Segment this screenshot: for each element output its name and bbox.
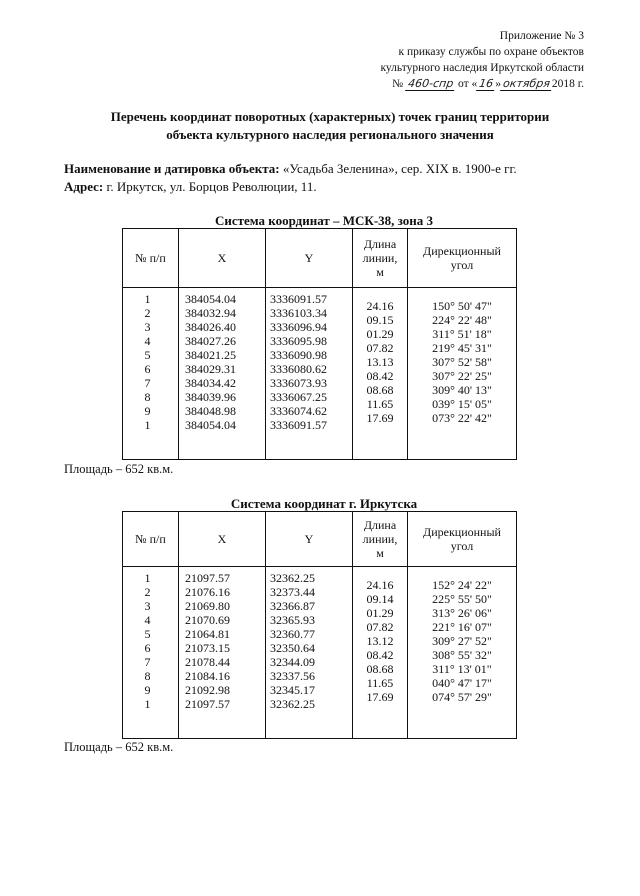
header-length [353,229,408,288]
table-cell-angle: 311° 13' 01" [432,662,492,676]
table1-body-row [123,288,517,460]
header-angle-line-2: угол [450,539,474,553]
table1-area: Площадь – 652 кв.м. [64,462,174,476]
table-cell-len: 11.65 [366,676,394,690]
table-cell-len: 01.29 [366,327,394,341]
table-cell-angle: 219° 45' 31" [432,341,492,355]
table-cell-angle: 308° 55' 32" [432,648,492,662]
table-cell-n: 4 [144,613,151,627]
table-cell-x: 384034.42 [185,376,236,390]
table-cell-n: 5 [144,627,151,641]
table-cell-angle: 307° 22' 25" [432,369,492,383]
table-cell-y: 3336091.57 [270,418,327,432]
table-cell-angle: 039° 15' 05" [432,397,492,411]
table-cell-angle: 224° 22' 48" [432,313,492,327]
table-cell-x: 384029.31 [185,362,236,376]
title-line-1: Перечень координат поворотных (характерных) точек границ территории [110,109,550,124]
table-cell-y: 3336074.62 [270,404,327,418]
table-cell-angle: 313° 26' 06" [432,606,492,620]
header-length-line-2: линии, [362,251,398,265]
table-cell-n: 5 [144,348,151,362]
annex-line-3: культурного наследия Иркутской области [380,62,584,74]
object-address-value: г. Иркутск, ул. Борцов Революции, 11. [103,179,317,194]
table-cell-x: 384021.25 [185,348,236,362]
table-cell-angle: 152° 24' 22" [432,578,492,592]
table-cell-len: 09.15 [366,313,394,327]
table-cell-n: 3 [144,599,151,613]
table-cell-n: 1 [144,418,151,432]
table-cell-len: 07.82 [366,341,394,355]
table-cell-len: 08.42 [366,648,394,662]
table-cell-x: 21097.57 [185,697,230,711]
table-cell-n: 1 [144,571,151,585]
table-cell-y: 3336073.93 [270,376,327,390]
title-line-2: объекта культурного наследия регионального значения [166,127,494,142]
table2-number-column [123,567,179,739]
table1-header-row [123,229,517,288]
order-day-handwritten: 16 [476,78,496,91]
header-x: X [179,229,266,288]
annex-line-1: Приложение № 3 [499,30,584,42]
object-address [64,178,604,196]
table-cell-angle: 309° 40' 13" [432,383,492,397]
table-cell-n: 7 [144,655,151,669]
header-x: X [179,512,266,567]
header-length-line-3: м [376,546,384,560]
table-cell-len: 24.16 [366,578,394,592]
table-cell-angle: 307° 52' 58" [432,355,492,369]
table-cell-y: 3336090.98 [270,348,327,362]
table-cell-len: 08.42 [366,369,394,383]
table-cell-x: 384032.94 [185,306,236,320]
table2-angle-column [408,567,517,739]
header-length-line-1: Длина [363,518,397,532]
header-angle-line-1: Дирекционный [423,525,501,539]
table-cell-x: 384027.26 [185,334,236,348]
header-angle-line-1: Дирекционный [423,244,501,258]
table1-angle-column [408,288,517,460]
table-cell-angle: 309° 27' 52" [432,634,492,648]
table-cell-n: 4 [144,334,151,348]
table-cell-y: 32345.17 [270,683,315,697]
table-cell-y: 32362.25 [270,697,315,711]
order-number-prefix: № [392,78,404,90]
table2-length-column [353,567,408,739]
table-cell-angle: 225° 55' 50" [432,592,492,606]
table-cell-len: 13.12 [366,634,394,648]
coordinates-table-msk38 [122,228,517,460]
table-cell-n: 1 [144,697,151,711]
table-cell-x: 384039.96 [185,390,236,404]
table-cell-n: 6 [144,362,151,376]
table-cell-x: 21069.80 [185,599,230,613]
table-cell-x: 21078.44 [185,655,230,669]
table-cell-n: 2 [144,306,151,320]
annex-line-2: к приказу службы по охране объектов [398,46,584,58]
table-cell-len: 07.82 [366,620,394,634]
table1-title: Система координат – МСК-38, зона 3 [214,213,434,228]
table2-area: Площадь – 652 кв.м. [64,740,174,754]
table-cell-y: 32350.64 [270,641,315,655]
order-number-handwritten: 460-спр [405,78,456,91]
header-y: Y [266,229,353,288]
table-cell-len: 11.65 [366,397,394,411]
table-cell-y: 32337.56 [270,669,315,683]
object-name-value: «Усадьба Зеленина», сер. XIX в. 1900-е гг. [279,161,517,176]
header-length [353,512,408,567]
table2-y-column [266,567,353,739]
table2-title: Система координат г. Иркутска [230,496,418,511]
table-cell-x: 21076.16 [185,585,230,599]
table-cell-x: 384054.04 [185,418,236,432]
order-year: 2018 г. [551,78,584,90]
table-cell-len: 08.68 [366,662,394,676]
table-cell-n: 1 [144,292,151,306]
table-cell-len: 17.69 [366,690,394,704]
table-cell-x: 21097.57 [185,571,230,585]
table-cell-x: 384054.04 [185,292,236,306]
order-date-prefix: от « [458,78,478,90]
header-number: № п/п [123,512,179,567]
table-cell-len: 09.14 [366,592,394,606]
header-number: № п/п [123,229,179,288]
table2-header-row [123,512,517,567]
table-cell-x: 21092.98 [185,683,230,697]
table-cell-x: 21084.16 [185,669,230,683]
table-cell-n: 7 [144,376,151,390]
table1-y-column [266,288,353,460]
table-cell-angle: 073° 22' 42" [432,411,492,425]
table-cell-x: 21073.15 [185,641,230,655]
table1-number-column [123,288,179,460]
table-cell-y: 32365.93 [270,613,315,627]
object-name [64,160,604,178]
annex-header [324,28,584,92]
annex-line-4 [324,76,584,92]
table-cell-n: 2 [144,585,151,599]
table-cell-y: 32362.25 [270,571,315,585]
table2-x-column [179,567,266,739]
header-angle [408,229,517,288]
table1-x-column [179,288,266,460]
table-cell-x: 384048.98 [185,404,236,418]
table-cell-n: 9 [144,683,151,697]
table-cell-y: 32360.77 [270,627,315,641]
coordinates-table-irkutsk [122,511,517,739]
table-cell-n: 8 [144,390,151,404]
order-date-quote: » [495,78,502,90]
table-cell-len: 01.29 [366,606,394,620]
object-address-label: Адрес: [64,179,104,194]
table-cell-x: 21064.81 [185,627,230,641]
table-cell-y: 32344.09 [270,655,315,669]
header-length-line-2: линии, [362,532,398,546]
header-length-line-3: м [376,265,384,279]
table-cell-n: 6 [144,641,151,655]
header-y: Y [266,512,353,567]
table-cell-y: 3336103.34 [270,306,327,320]
table-cell-len: 13.13 [366,355,394,369]
object-info [64,160,604,196]
object-name-label: Наименование и датировка объекта: [64,161,280,176]
table1-length-column [353,288,408,460]
table-cell-angle: 074° 57' 29" [432,690,492,704]
table2-body-row [123,567,517,739]
table-cell-y: 3336080.62 [270,362,327,376]
table-cell-len: 17.69 [366,411,394,425]
header-length-line-1: Длина [363,237,397,251]
table-cell-angle: 311° 51' 18" [432,327,492,341]
header-angle-line-2: угол [450,258,474,272]
table-cell-angle: 150° 50' 47" [432,299,492,313]
table-cell-y: 3336096.94 [270,320,327,334]
table-cell-n: 9 [144,404,151,418]
table-cell-y: 32373.44 [270,585,315,599]
table-cell-n: 8 [144,669,151,683]
table-cell-y: 32366.87 [270,599,315,613]
document-title [60,108,600,144]
table-cell-y: 3336091.57 [270,292,327,306]
table-cell-len: 24.16 [366,299,394,313]
table-cell-angle: 221° 16' 07" [432,620,492,634]
header-angle [408,512,517,567]
table-cell-x: 384026.40 [185,320,236,334]
table-cell-n: 3 [144,320,151,334]
table-cell-x: 21070.69 [185,613,230,627]
order-month-handwritten: октября [500,78,553,91]
table-cell-angle: 040° 47' 17" [432,676,492,690]
table-cell-len: 08.68 [366,383,394,397]
table-cell-y: 3336067.25 [270,390,327,404]
table-cell-y: 3336095.98 [270,334,327,348]
